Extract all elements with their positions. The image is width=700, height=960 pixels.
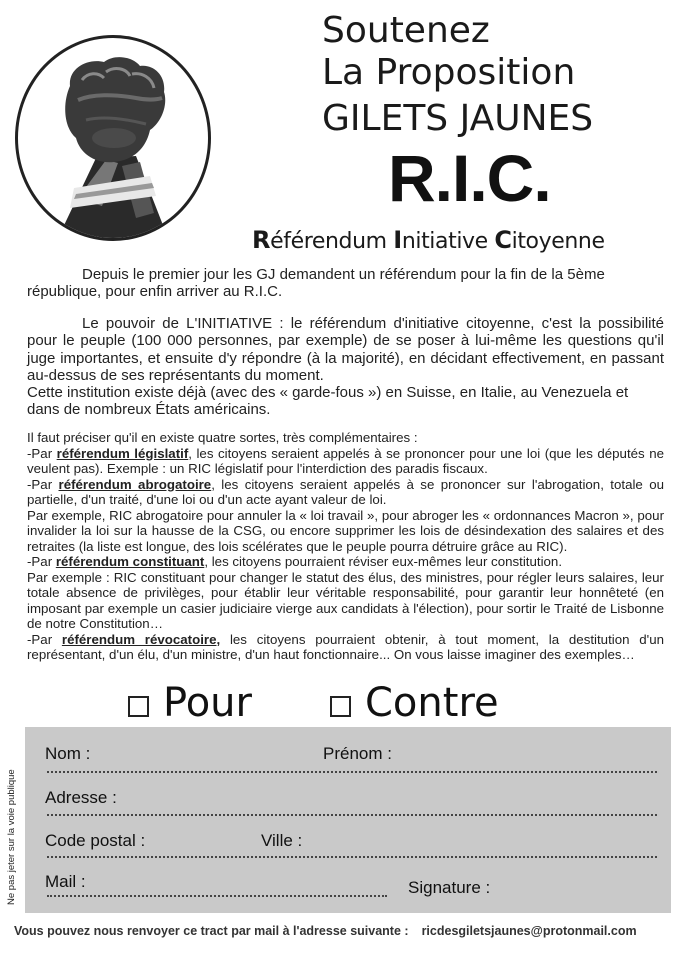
list-item: [27, 477, 664, 508]
intro-text-3: Cette institution existe déjà (avec des « garde-fous ») en Suisse, en Italie, au Venezuela et dans de nombreux États américains.: [27, 384, 629, 419]
pour-label: Pour: [163, 680, 252, 726]
footer: [14, 924, 637, 938]
side-note-text: Ne pas jeter sur la voie publique: [6, 769, 17, 905]
item-term: référendum révocatoire,: [61, 631, 221, 647]
item-term: référendum abrogatoire: [58, 476, 212, 492]
intro-text-2: Le pouvoir de L'INITIATIVE : le référendum d'initiative citoyenne, c'est la possibilité pour le peuple (100 000 personnes, par exemple) de se poser à lui-même les questions qu'il juge importantes, et ensuite d'y répondre (à la majorité), en décidant effectivement, en passant au-dessus de ses représentants du moment.: [27, 315, 664, 384]
ric-letter-r: R: [252, 226, 271, 254]
footer-text: Vous pouvez nous renvoyer ce tract par mail à l'adresse suivante :: [14, 924, 409, 938]
ric-word-rest-3: itoyenne: [511, 229, 605, 254]
item-prefix: -Par: [27, 476, 59, 492]
footer-email[interactable]: ricdesgiletsjaunes@protonmail.com: [421, 924, 637, 938]
headline-line-1: Soutenez: [322, 10, 490, 51]
ric-full-name: [252, 226, 605, 254]
headline-line-3: GILETS JAUNES: [322, 98, 594, 139]
contre-label: Contre: [365, 680, 499, 726]
contre-checkbox-icon[interactable]: [330, 696, 351, 717]
list-intro: Il faut préciser qu'il en existe quatre sortes, très complémentaires :: [27, 430, 418, 445]
headline-line-2: La Proposition: [322, 52, 576, 93]
list-item: [27, 632, 664, 663]
ville-label: Ville :: [261, 831, 303, 850]
ric-acronym: R.I.C.: [388, 141, 551, 215]
item-text: , les citoyens seraient appelés à se prononcer sur l'abrogation, totale ou partielle, d'un traité, d'une loi ou d'un acte ayant valeur de loi.: [27, 476, 664, 507]
contact-form: [25, 727, 671, 913]
ric-letter-c: C: [494, 226, 512, 254]
intro-paragraph-2: [27, 315, 664, 419]
list-item: [27, 570, 664, 632]
item-text: , les citoyens seraient appelés à se prononcer pour une loi (que les députés ne veulent pas). Exemple : un RIC législatif pour l'interdiction des paradis fiscaux.: [27, 445, 664, 476]
ric-letter-i: I: [393, 226, 402, 254]
list-item: [27, 554, 664, 570]
item-term: référendum législatif: [56, 445, 189, 461]
list-item: [27, 446, 664, 477]
pour-checkbox-icon[interactable]: [128, 696, 149, 717]
adresse-field[interactable]: [47, 814, 657, 816]
ric-word-rest-1: éférendum: [270, 229, 394, 254]
ric-word-rest-2: nitiative: [401, 229, 495, 254]
item-prefix: -Par: [27, 631, 62, 647]
vote-contre[interactable]: [330, 678, 499, 728]
item-text: Par exemple, RIC abrogatoire pour annuler la « loi travail », pour abroger les « ordonnances Macron », pour invalider la loi sur la hausse de la CSG, ou encore supprimer les lois de désindexation des salaires et des retraites (la liste est longue, des lois scélérates que le peuple pourra détruire grâce au RIC).: [27, 507, 664, 554]
mail-field[interactable]: [47, 895, 387, 897]
item-text: Par exemple : RIC constituant pour changer le statut des élus, des ministres, pour régler leurs salaires, leur totale absence de privilèges, pour établir leur véritable responsabilité, pour garantir leur honnêteté (en imposant par exemple un casier judiciaire vierge aux candidats à l'élection), pour sortir le Traité de Lisbonne de notre Constitution…: [27, 569, 664, 631]
mail-label: Mail :: [45, 872, 86, 891]
raised-fist-icon: [15, 35, 211, 241]
vote-pour[interactable]: [128, 678, 252, 728]
signature-label: Signature :: [408, 878, 491, 897]
code-postal-label: Code postal :: [45, 831, 146, 850]
list-item: [27, 508, 664, 555]
code-postal-ville-field[interactable]: [47, 856, 657, 858]
ric-types-list: [27, 430, 664, 663]
intro-paragraph-1: [27, 266, 664, 301]
item-prefix: -Par: [27, 445, 57, 461]
item-text: , les citoyens pourraient réviser eux-mêmes leur constitution.: [204, 554, 563, 569]
prenom-label: Prénom :: [323, 744, 392, 763]
adresse-label: Adresse :: [45, 788, 117, 807]
intro-text-1: Depuis le premier jour les GJ demandent un référendum pour la fin de la 5ème république, pour enfin arriver au R.I.C.: [27, 266, 605, 301]
nom-prenom-field[interactable]: [47, 771, 657, 773]
nom-label: Nom :: [45, 744, 91, 763]
item-text: les citoyens pourraient obtenir, à tout moment, la destitution d'un représentant, d'un élu, d'un ministre, d'un haut fonctionnaire... On vous laisse imaginer des exemples…: [27, 631, 665, 662]
item-term: référendum constituant: [55, 554, 205, 569]
item-prefix: -Par: [27, 554, 56, 569]
